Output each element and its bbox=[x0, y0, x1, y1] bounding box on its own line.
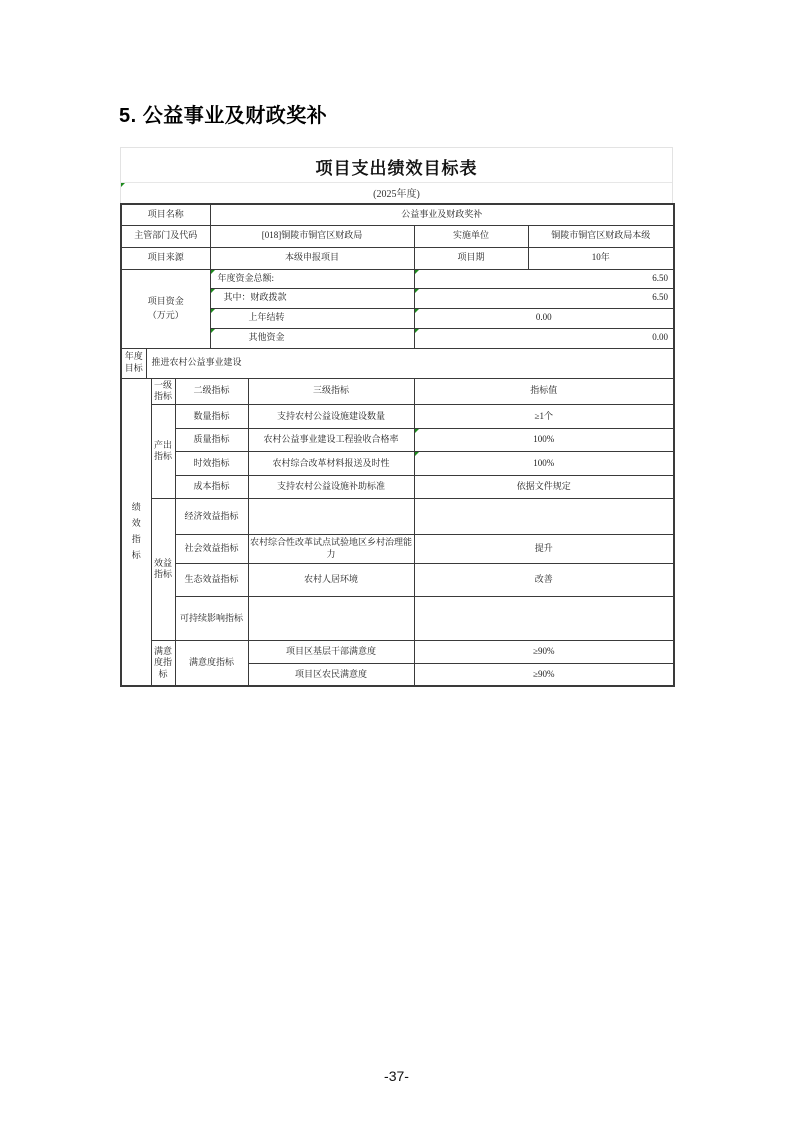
indicator-value: 改善 bbox=[414, 563, 674, 596]
table-row bbox=[121, 225, 674, 247]
indicator-l3: 农村综合性改革试点试验地区乡村治理能力 bbox=[248, 534, 414, 563]
table-subtitle-row bbox=[121, 182, 672, 203]
fund-row-label-text: 其中：财政拨款 bbox=[223, 292, 287, 303]
cell-flag-icon bbox=[415, 289, 419, 293]
table-title-block bbox=[120, 147, 673, 203]
cell-flag-icon bbox=[211, 270, 215, 274]
table-row bbox=[121, 404, 674, 428]
indicator-value: ≥90% bbox=[414, 663, 674, 686]
table-row bbox=[121, 204, 674, 225]
project-name-label: 项目名称 bbox=[121, 204, 210, 225]
indicator-l2: 经济效益指标 bbox=[175, 498, 248, 534]
annual-goal-label: 年度目标 bbox=[121, 348, 146, 378]
table-row bbox=[121, 563, 674, 596]
indicator-group-label: 满意度指标 bbox=[151, 640, 175, 686]
project-name-value: 公益事业及财政奖补 bbox=[210, 204, 674, 225]
fund-row-label bbox=[210, 288, 414, 308]
project-source-label: 项目来源 bbox=[121, 247, 210, 269]
indicator-l3: 支持农村公益设施建设数量 bbox=[248, 404, 414, 428]
fund-row-value-text: 0.00 bbox=[652, 332, 669, 343]
perf-indicators-label-text: 绩效指标 bbox=[131, 502, 141, 560]
annual-goal-value: 推进农村公益事业建设 bbox=[146, 348, 674, 378]
cell-flag-icon bbox=[121, 183, 125, 187]
indicator-value: 提升 bbox=[414, 534, 674, 563]
funds-label-line2: （万元） bbox=[147, 309, 184, 320]
fund-row-value-text: 6.50 bbox=[652, 272, 669, 283]
indicator-value-text: 100% bbox=[533, 434, 555, 445]
indicator-l3: 支持农村公益设施补助标准 bbox=[248, 475, 414, 498]
indicator-l2: 可持续影响指标 bbox=[175, 596, 248, 640]
page-title: 5. 公益事业及财政奖补 bbox=[119, 105, 328, 127]
project-period-value: 10年 bbox=[528, 247, 674, 269]
table-row bbox=[121, 498, 674, 534]
cell-flag-icon bbox=[415, 452, 419, 456]
table-row bbox=[121, 428, 674, 451]
indicator-l3: 农村公益事业建设工程验收合格率 bbox=[248, 428, 414, 451]
indicator-value: 依据文件规定 bbox=[414, 475, 674, 498]
indicator-l2: 社会效益指标 bbox=[175, 534, 248, 563]
header-level1: 一级指标 bbox=[151, 378, 175, 404]
header-value: 指标值 bbox=[414, 378, 674, 404]
indicator-value bbox=[414, 498, 674, 534]
indicator-l3 bbox=[248, 498, 414, 534]
project-source-value: 本级申报项目 bbox=[210, 247, 414, 269]
table-row bbox=[121, 247, 674, 269]
cell-flag-icon bbox=[211, 289, 215, 293]
indicator-group-label: 产出指标 bbox=[151, 404, 175, 498]
indicator-l3: 农村综合改革材料报送及时性 bbox=[248, 451, 414, 475]
indicator-l2: 质量指标 bbox=[175, 428, 248, 451]
cell-flag-icon bbox=[415, 329, 419, 333]
indicator-l3: 农村人居环境 bbox=[248, 563, 414, 596]
header-level2: 二级指标 bbox=[175, 378, 248, 404]
funds-label-line1: 项目资金 bbox=[147, 296, 184, 306]
cell-flag-icon bbox=[211, 309, 215, 313]
fund-row-value bbox=[414, 288, 674, 308]
table-row bbox=[121, 534, 674, 563]
report-content bbox=[120, 147, 673, 687]
indicator-l3: 项目区农民满意度 bbox=[248, 663, 414, 686]
table-row bbox=[121, 596, 674, 640]
fund-row-value bbox=[414, 328, 674, 348]
project-period-label: 项目期 bbox=[414, 247, 528, 269]
fund-row-label-text: 年度资金总额: bbox=[217, 272, 275, 283]
indicator-value: ≥1个 bbox=[414, 404, 674, 428]
indicator-value-text: 100% bbox=[533, 457, 555, 468]
indicator-value bbox=[414, 451, 674, 475]
fund-row-value-text: 0.00 bbox=[535, 312, 552, 323]
fund-row-label bbox=[210, 328, 414, 348]
table-title: 项目支出绩效目标表 bbox=[315, 159, 478, 178]
indicator-l3 bbox=[248, 596, 414, 640]
fund-row-label-text: 其他资金 bbox=[248, 332, 285, 343]
table-row bbox=[121, 348, 674, 378]
fund-row-label-text: 上年结转 bbox=[248, 312, 285, 323]
fund-row-label bbox=[210, 269, 414, 288]
table-row bbox=[121, 475, 674, 498]
dept-label: 主管部门及代码 bbox=[121, 225, 210, 247]
indicator-value bbox=[414, 596, 674, 640]
cell-flag-icon bbox=[211, 329, 215, 333]
table-row bbox=[121, 451, 674, 475]
indicator-value bbox=[414, 428, 674, 451]
performance-target-table bbox=[120, 203, 675, 687]
cell-flag-icon bbox=[415, 309, 419, 313]
page-number: -37- bbox=[384, 1068, 409, 1084]
indicator-l2: 生态效益指标 bbox=[175, 563, 248, 596]
impl-unit-value: 铜陵市铜官区财政局本级 bbox=[528, 225, 674, 247]
indicator-l2: 成本指标 bbox=[175, 475, 248, 498]
fund-row-label bbox=[210, 308, 414, 328]
indicator-l2: 数量指标 bbox=[175, 404, 248, 428]
table-row bbox=[121, 269, 674, 288]
table-row bbox=[121, 378, 674, 404]
header-level3: 三级指标 bbox=[248, 378, 414, 404]
table-subtitle: (2025年度) bbox=[373, 189, 420, 200]
fund-row-value-text: 6.50 bbox=[652, 292, 669, 303]
cell-flag-icon bbox=[415, 270, 419, 274]
fund-row-value bbox=[414, 269, 674, 288]
indicator-l2: 时效指标 bbox=[175, 451, 248, 475]
perf-indicators-label bbox=[121, 378, 151, 686]
funds-label bbox=[121, 269, 210, 348]
fund-row-value bbox=[414, 308, 674, 328]
indicator-l3: 项目区基层干部满意度 bbox=[248, 640, 414, 663]
table-row bbox=[121, 640, 674, 663]
cell-flag-icon bbox=[415, 429, 419, 433]
impl-unit-label: 实施单位 bbox=[414, 225, 528, 247]
dept-value: [018]铜陵市铜官区财政局 bbox=[210, 225, 414, 247]
indicator-group-label: 效益指标 bbox=[151, 498, 175, 640]
indicator-value: ≥90% bbox=[414, 640, 674, 663]
indicator-l2: 满意度指标 bbox=[175, 640, 248, 686]
